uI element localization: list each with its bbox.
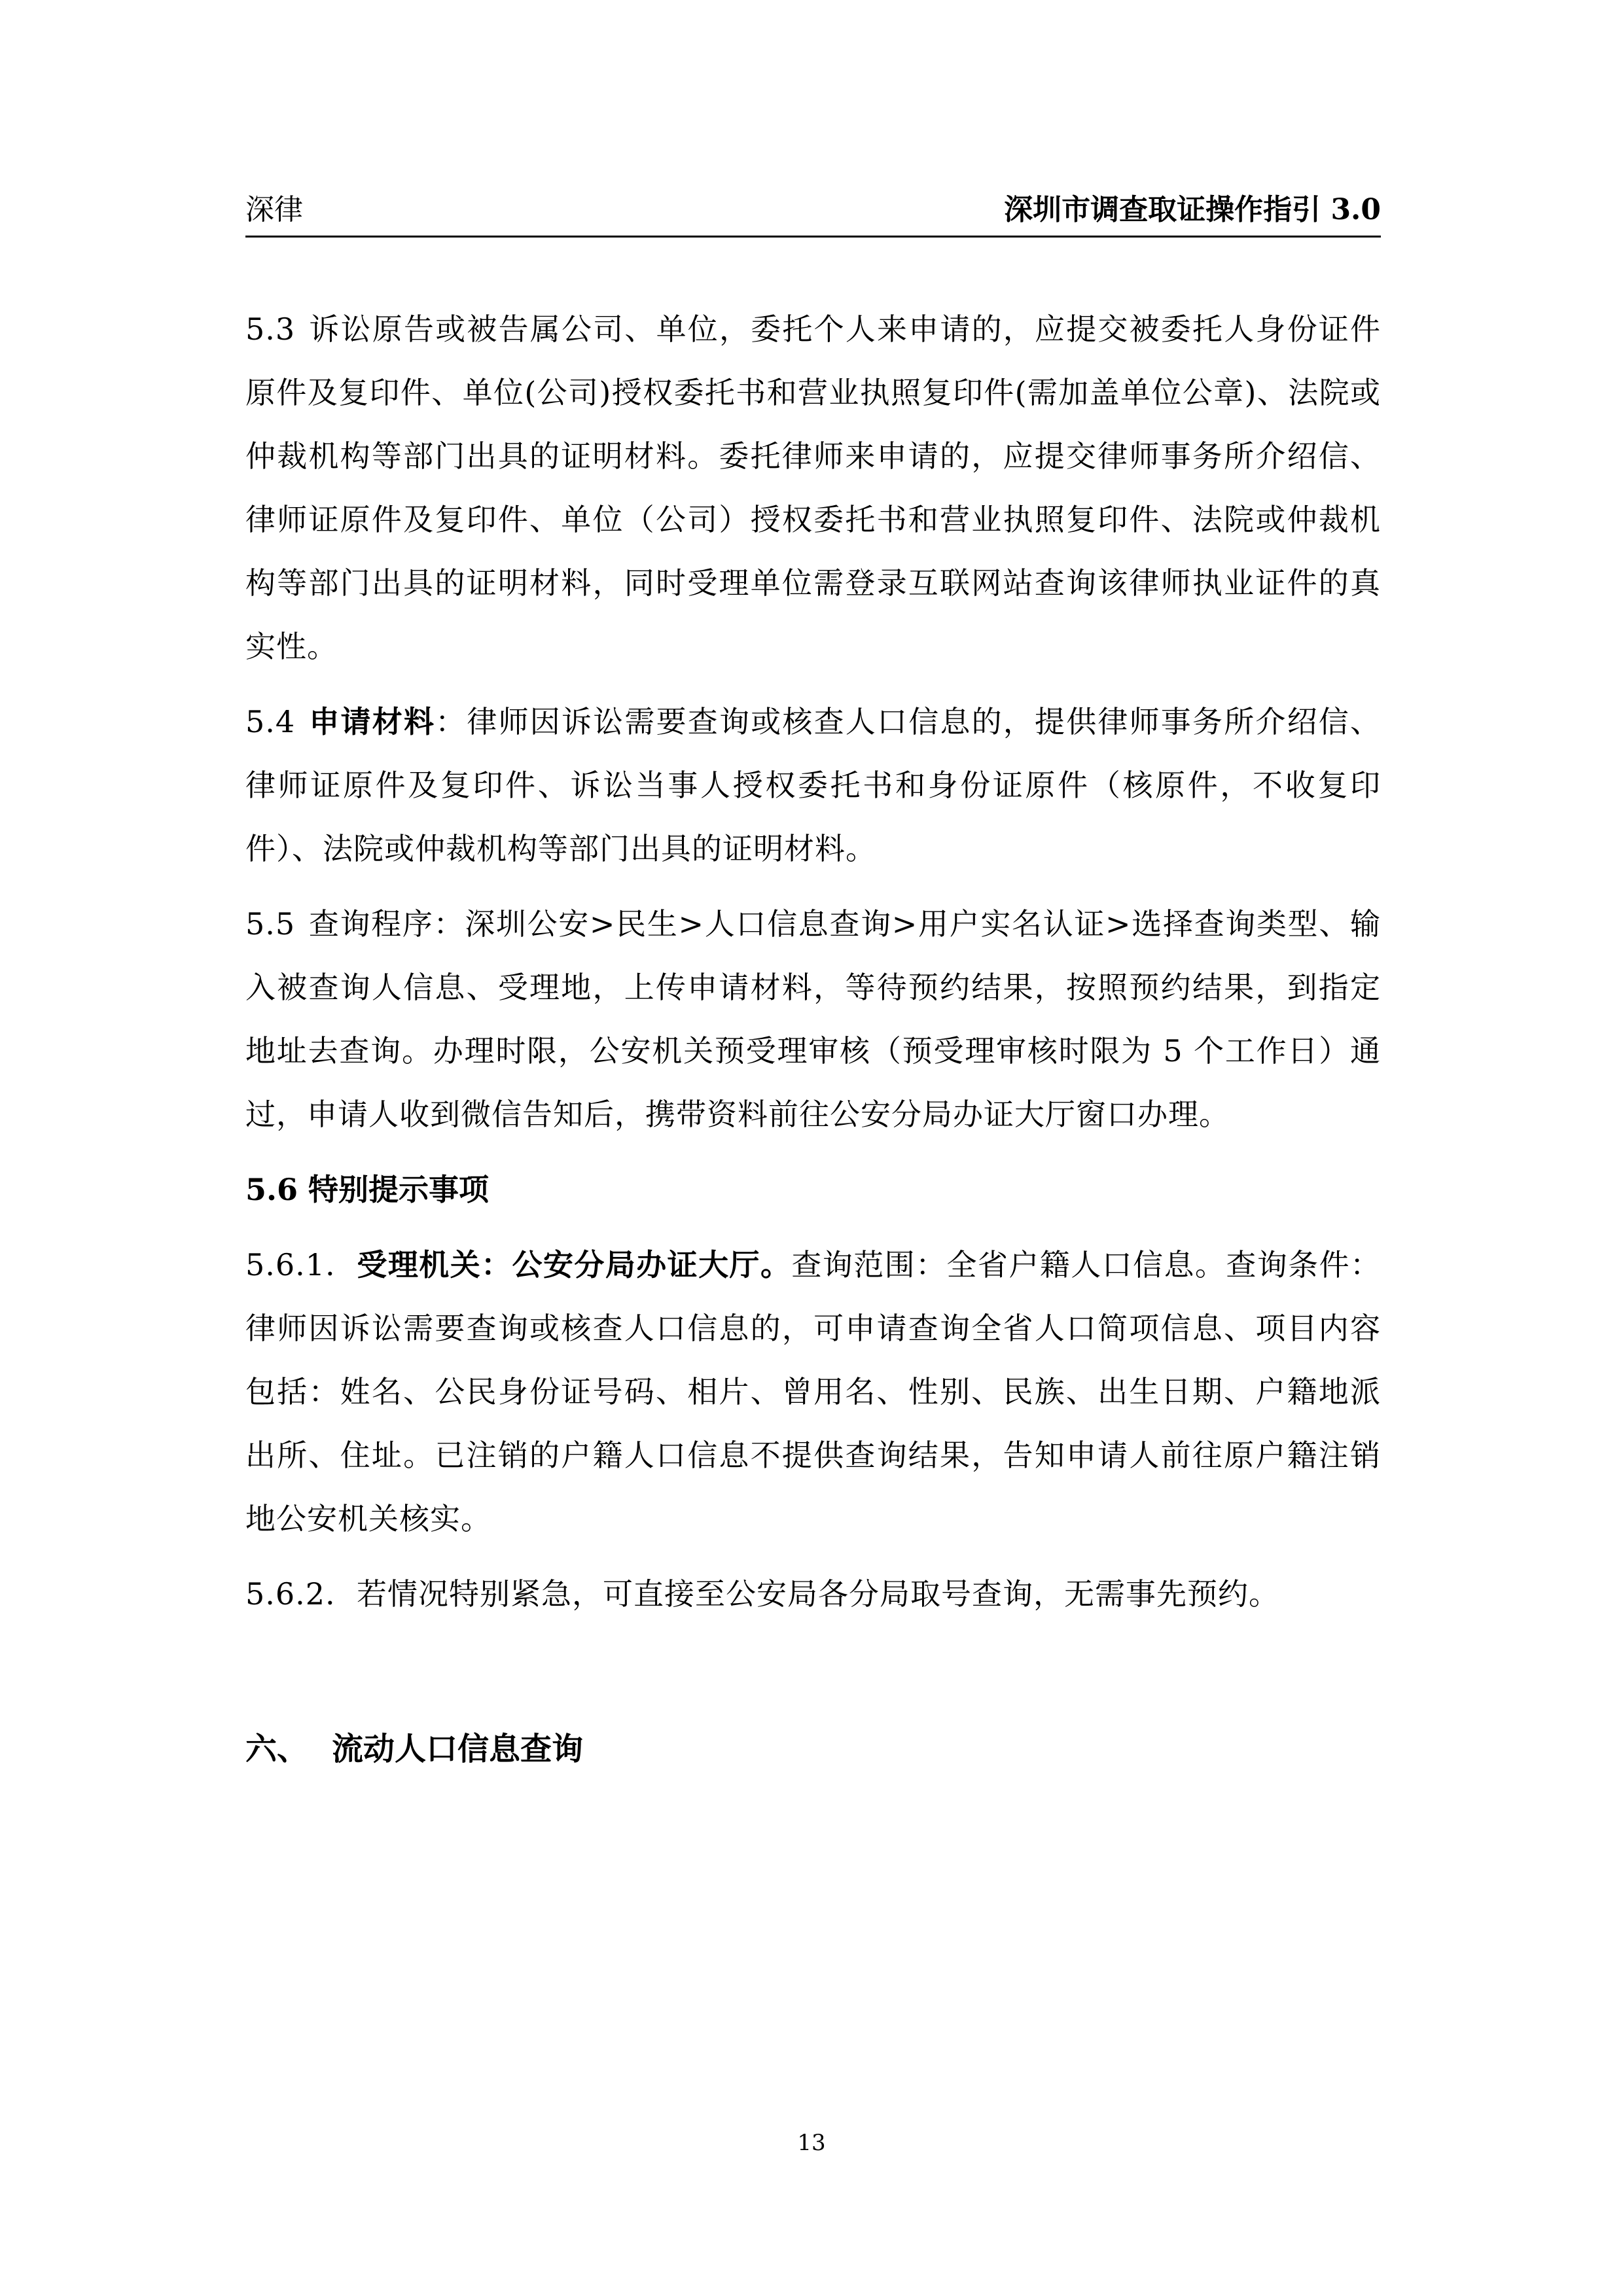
section-title: 流动人口信息查询: [332, 1731, 584, 1767]
paragraph-label: 受理机关：公安分局办证大厅。: [357, 1247, 792, 1282]
section-heading-6: [245, 1718, 1381, 1781]
paragraph-label: 申请材料: [308, 704, 436, 739]
paragraph-5-6-1: [245, 1233, 1381, 1551]
section-number: 六、: [245, 1731, 309, 1767]
paragraph-number: 5.6.2.: [245, 1576, 336, 1612]
subheading-5-6: 5.6 特别提示事项: [245, 1172, 490, 1207]
paragraph-number: 5.3: [245, 311, 296, 347]
page-header: [245, 190, 1381, 238]
paragraph-5-5: [245, 892, 1381, 1146]
paragraph-number: 5.4: [245, 704, 296, 739]
paragraph-number: 5.6.1.: [245, 1247, 336, 1282]
page-content: [245, 298, 1381, 1781]
paragraph-5-3: [245, 298, 1381, 679]
header-left-title: 深律: [245, 193, 303, 226]
paragraph-text: 若情况特别紧急，可直接至公安局各分局取号查询，无需事先预约。: [357, 1576, 1279, 1612]
paragraph-number: 5.5: [245, 906, 296, 942]
paragraph-text: 诉讼原告或被告属公司、单位，委托个人来申请的，应提交被委托人身份证件原件及复印件、单位(公司)授权委托书和营业执照复印件(需加盖单位公章)、法院或仲裁机构等部门出具的证明材料。委托律师来申请的，应提交律师事务所介绍信、律师证原件及复印件、单位（公司）授权委托书和营业执照复印件、法院或仲裁机构等部门出具的证明材料，同时受理单位需登录互联网站查询该律师执业证件的真实性。: [245, 311, 1381, 664]
header-right-title: 深圳市调查取证操作指引 3.0: [1004, 193, 1381, 226]
paragraph-5-6-2: [245, 1563, 1381, 1626]
paragraph-text: 查询范围：全省户籍人口信息。查询条件：律师因诉讼需要查询或核查人口信息的，可申请查询全省人口简项信息、项目内容包括：姓名、公民身份证号码、相片、曾用名、性别、民族、出生日期、户籍地派出所、住址。已注销的户籍人口信息不提供查询结果，告知申请人前往原户籍注销地公安机关核实。: [245, 1247, 1382, 1536]
page-number: 13: [797, 2130, 826, 2156]
paragraph-text: ：律师因诉讼需要查询或核查人口信息的，提供律师事务所介绍信、律师证原件及复印件、诉讼当事人授权委托书和身份证原件（核原件，不收复印件）、法院或仲裁机构等部门出具的证明材料。: [245, 704, 1382, 866]
paragraph-text: 查询程序：深圳公安>民生>人口信息查询>用户实名认证>选择查询类型、输入被查询人信息、受理地，上传申请材料，等待预约结果，按照预约结果，到指定地址去查询。办理时限，公安机关预受理审核（预受理审核时限为 5 个工作日）通过，申请人收到微信告知后，携带资料前往公安分局办证大厅窗口办理。: [245, 906, 1381, 1132]
paragraph-5-4: [245, 690, 1381, 881]
